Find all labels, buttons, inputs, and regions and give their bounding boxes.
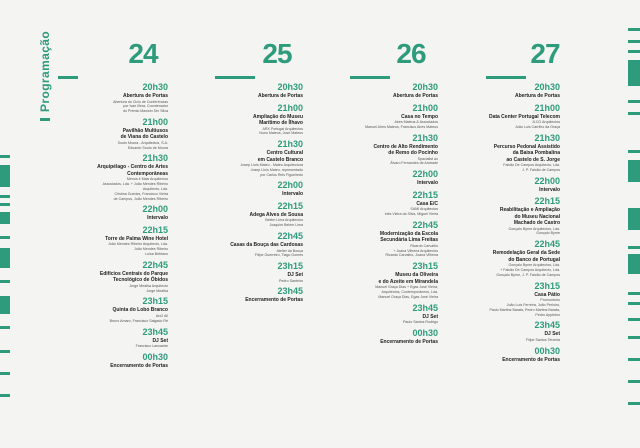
schedule-event <box>193 201 303 228</box>
event-time: 21h00 <box>412 102 438 113</box>
schedule-event <box>450 103 560 130</box>
event-time: 22h00 <box>277 180 303 191</box>
event-credit: Bruno Amaro, Francisco Salgado Ré <box>109 318 168 323</box>
event-title: de Remo do Pocinho <box>388 150 438 157</box>
event-credit: Belém Lima Arquitectos <box>265 218 303 223</box>
event-title: de Viana do Castelo <box>120 134 168 141</box>
event-credit: Álvaro Fernandes de Andrade <box>390 161 438 166</box>
event-title: Adega Alves de Sousa <box>249 211 303 218</box>
event-title: Abertura de Portas <box>122 93 168 99</box>
decor-bar <box>628 100 640 103</box>
schedule-event <box>58 327 168 349</box>
event-time: 20h30 <box>142 82 168 92</box>
event-time: 00h30 <box>534 345 560 356</box>
day-header-25 <box>222 40 332 68</box>
event-time: 23h45 <box>412 302 438 313</box>
event-credit: + Joana Vilhena Arquitectos <box>393 248 438 253</box>
schedule-event <box>328 103 438 130</box>
schedule-event <box>193 286 303 304</box>
header-rule <box>486 76 526 79</box>
schedule-event <box>328 82 438 100</box>
event-credit: Arx2 All <box>155 313 168 318</box>
decor-bar <box>0 195 10 198</box>
event-title: Pavilhão Multiusos <box>122 127 168 134</box>
event-credit: Josep Lluís Mateo, representado <box>250 167 303 172</box>
event-credit: Arquitectos, Contemporâneos, Lda. <box>381 289 438 294</box>
event-credit: JLCG Arquitectos <box>532 120 560 124</box>
event-credit: Joaquim Belém Lima <box>269 223 303 228</box>
day-header-24 <box>88 40 198 68</box>
day-number: 25 <box>262 38 292 69</box>
event-title: e do Azeite em Mirandela <box>378 278 438 285</box>
schedule-event <box>328 133 438 167</box>
event-time: 22h45 <box>412 219 438 230</box>
schedule-event <box>58 117 168 151</box>
event-credit: Paulo Martins Barata, Pedro Martins Barata, <box>489 307 560 312</box>
event-time: 20h30 <box>412 82 438 92</box>
sidebar-title: Programação <box>38 30 52 112</box>
day-column-27 <box>450 82 560 366</box>
decor-bar <box>628 380 640 383</box>
event-credit: Jorge Mealha <box>146 288 168 293</box>
event-title: Machado de Castro <box>513 220 560 227</box>
event-credit: Inês Vieira da Silva, Miguel Vieira <box>384 211 438 216</box>
event-title: Intervalo <box>417 180 438 187</box>
event-title: Edifícios Centrais do Parque <box>99 270 168 277</box>
event-credit: J. P. Falcão de Campos <box>522 167 560 172</box>
day-number: 26 <box>396 38 426 69</box>
decor-bar <box>0 394 10 397</box>
decor-bar <box>628 150 640 153</box>
event-credit: João Mendes Ribeiro <box>134 247 168 252</box>
event-credit: ARX Portugal Arquitectos <box>262 126 303 131</box>
event-credit: João Luís Ferreira, João Perloiro, <box>506 302 560 307</box>
event-credit: por Carlos Reis Figueiredo <box>260 172 303 177</box>
day-column-25 <box>193 82 303 307</box>
event-title: Tecnológico de Óbidos <box>113 277 168 284</box>
event-title: Marítimo de Ílhavo <box>259 120 303 126</box>
decor-bar <box>628 28 640 31</box>
decor-bar <box>0 372 10 375</box>
event-time: 21h30 <box>277 139 303 150</box>
schedule-event <box>328 303 438 325</box>
event-title: Data Center Portugal Telecom <box>488 113 560 120</box>
event-time: 23h15 <box>277 261 303 272</box>
event-title: em Castelo Branco <box>257 156 303 163</box>
schedule-event <box>58 296 168 323</box>
event-title: Encerramento de Portas <box>380 338 438 345</box>
event-credit: Pedro Appleton <box>535 312 560 317</box>
schedule-event <box>193 231 303 258</box>
event-time: 22h00 <box>142 204 168 215</box>
event-title: Arquipélago - Centro de Artes <box>97 164 168 171</box>
schedule-event <box>58 82 168 114</box>
event-time: 22h00 <box>534 175 560 186</box>
event-credit: Eduardo Souto de Moura <box>127 145 168 150</box>
schedule-event <box>450 82 560 100</box>
schedule-event <box>328 190 438 217</box>
event-title: do Banco de Portugal <box>508 256 560 263</box>
event-time: 23h15 <box>412 261 438 272</box>
event-credit: Pedro Santeiro <box>279 278 303 283</box>
event-credit: do Prémio Maxwin Ser Silva <box>123 109 168 114</box>
event-title: Remodelação Geral da Sede <box>492 250 560 257</box>
day-number: 27 <box>530 38 560 69</box>
event-time: 20h30 <box>277 82 303 92</box>
schedule-event <box>450 239 560 277</box>
day-header-27 <box>490 40 600 68</box>
decor-bar <box>628 112 640 115</box>
event-time: 21h30 <box>142 153 168 164</box>
event-time: 21h00 <box>142 116 168 127</box>
decor-bar <box>628 302 640 305</box>
event-title: Torre de Palma Wine Hotel <box>105 235 168 242</box>
schedule-event <box>328 328 438 346</box>
decor-square <box>628 60 640 86</box>
decor-bar <box>0 203 10 206</box>
decor-bar <box>0 155 10 158</box>
event-credit: Spacialist ao <box>417 156 438 161</box>
event-credit: Associados, Lda. + João Mendes Ribeiro <box>102 182 168 187</box>
event-credit: + Falcão De Campos Arquitecto, Lda. <box>500 268 560 273</box>
event-title: DJ Set <box>287 272 303 279</box>
decor-bar <box>628 336 640 339</box>
schedule-event <box>193 82 303 100</box>
event-time: 00h30 <box>412 327 438 338</box>
event-title: Casa E/C <box>416 200 438 207</box>
event-credit: Manuel Aires Mateus, Francisco Aires Mateus <box>365 124 438 129</box>
header-rule <box>58 76 78 79</box>
event-title: ao Castelo de S. Jorge <box>506 156 560 163</box>
event-title: Percurso Pedonal Assistido <box>493 143 560 150</box>
event-credit: Jorge Mealha Arquitecto <box>129 283 168 288</box>
event-time: 22h15 <box>412 189 438 200</box>
event-credit: Arquitecto, Lda. <box>142 187 168 192</box>
event-credit: Ricardo Carvalho, Joana Vilhena <box>385 253 438 258</box>
event-credit: Paulo Santos Rodrigo <box>403 320 438 325</box>
event-credit: Filipe Guerreiro, Tiago Gomes <box>254 253 303 258</box>
event-credit: Luísa Bebiano <box>145 252 168 257</box>
header-rule <box>350 76 390 79</box>
event-credit: Falcão De Campos Arquitecto, Lda. <box>503 163 560 168</box>
event-time: 00h30 <box>142 351 168 362</box>
decor-bar <box>628 318 640 321</box>
event-credit: Atelier da Bouça <box>276 248 303 253</box>
event-title: do Museu Nacional <box>514 213 560 220</box>
event-credit: Filipe Santos Teixeira <box>525 337 560 342</box>
event-title: DJ Set <box>422 313 438 320</box>
event-credit: Souto Moura - Arquitectos, S.A. <box>117 140 168 145</box>
event-credit: Gonçalo Byrne Arquitectos, Lda. <box>508 263 560 268</box>
schedule-event <box>328 261 438 299</box>
event-credit: João Luís Carrilho da Graça <box>515 124 560 129</box>
decor-bar <box>40 118 50 121</box>
event-credit: Josep Lluís Mateo - Mateo Arquitectura <box>240 163 303 168</box>
event-credit: Cristina Guedes, Francisco Vieira <box>114 191 168 196</box>
event-time: 21h30 <box>412 132 438 143</box>
event-time: 23h45 <box>142 326 168 337</box>
event-title: Intervalo <box>539 186 560 193</box>
event-title: Encerramento de Portas <box>245 297 303 304</box>
event-title: Encerramento de Portas <box>502 356 560 363</box>
schedule-event <box>58 204 168 222</box>
decor-square <box>628 254 640 274</box>
event-title: Abertura de Portas <box>514 93 560 99</box>
schedule-event <box>328 169 438 187</box>
schedule-event <box>450 176 560 194</box>
event-title: Modernização da Escola <box>379 230 438 237</box>
event-credit: por Ivan Illera, Coordenador <box>123 104 168 109</box>
decor-bar <box>628 246 640 249</box>
event-time: 22h45 <box>534 239 560 250</box>
event-time: 22h45 <box>277 231 303 242</box>
decor-square <box>0 296 10 314</box>
event-time: 21h00 <box>277 102 303 113</box>
event-title: Centro de Alto Rendimento <box>373 143 438 150</box>
day-header-26 <box>356 40 466 68</box>
event-time: 20h30 <box>534 82 560 92</box>
event-credit: João Mendes Ribeiro Arquitecto, Lda. <box>108 242 168 247</box>
decor-bar <box>628 50 640 53</box>
event-time: 21h30 <box>534 132 560 143</box>
decor-bar <box>0 280 10 283</box>
event-title: Museu da Oliveira <box>395 272 438 279</box>
event-title: Ampliação do Museu <box>252 113 303 120</box>
decor-square <box>628 160 640 182</box>
decor-bar <box>628 40 640 43</box>
schedule-event <box>58 225 168 257</box>
event-time: 23h15 <box>142 296 168 307</box>
decor-bar <box>628 358 640 361</box>
event-title: da Baixa Pombalina <box>512 150 560 157</box>
event-time: 22h15 <box>142 224 168 235</box>
event-title: Casas da Bouça das Cardosas <box>230 242 303 249</box>
header-rule <box>215 76 255 79</box>
event-credit: Francisco Lancastre <box>135 344 168 349</box>
event-credit: de Campos, João Mendes Ribeiro <box>113 196 168 201</box>
decor-bar <box>0 236 10 239</box>
event-credit: SAMI Arquitectos <box>410 207 438 212</box>
event-time: 23h45 <box>277 286 303 297</box>
day-column-24 <box>58 82 168 372</box>
event-title: Casa Pátio <box>534 291 560 298</box>
event-title: Contemporâneas <box>127 170 168 177</box>
event-credit: Gonçalo Byrne <box>536 231 560 236</box>
schedule-event <box>450 196 560 236</box>
schedule-event <box>450 133 560 173</box>
day-number: 24 <box>128 38 158 69</box>
schedule-event <box>58 352 168 370</box>
event-time: 22h15 <box>534 196 560 207</box>
event-title: Intervalo <box>282 191 303 198</box>
decor-bar <box>628 402 640 405</box>
schedule-event <box>58 153 168 201</box>
event-time: 23h15 <box>534 280 560 291</box>
event-time: 22h45 <box>142 259 168 270</box>
schedule-event <box>193 139 303 177</box>
event-title: Intervalo <box>147 215 168 222</box>
decor-square <box>628 208 640 230</box>
schedule-event <box>193 103 303 137</box>
day-column-26 <box>328 82 438 348</box>
schedule-event <box>193 261 303 283</box>
event-time: 21h00 <box>534 102 560 113</box>
decor-square <box>0 248 10 268</box>
event-title: Quinta do Lobo Branco <box>112 307 168 314</box>
schedule-event <box>450 281 560 318</box>
event-time: 22h15 <box>277 200 303 211</box>
schedule-event <box>328 220 438 258</box>
event-title: DJ Set <box>152 337 168 344</box>
event-title: Secundária Lima Freitas <box>380 237 438 244</box>
event-title: Reabilitação e Ampliação <box>499 207 560 214</box>
decor-bar <box>0 326 10 329</box>
event-title: Casa no Tempo <box>401 113 438 120</box>
schedule-event <box>450 320 560 342</box>
event-time: 22h00 <box>412 169 438 180</box>
event-title: Centro Cultural <box>266 150 303 157</box>
event-credit: Gonçalo Byrne, J. P. Falcão de Campos <box>496 272 560 277</box>
event-credit: Gonçalo Byrne Arquitectos, Lda. <box>508 226 560 231</box>
schedule-event <box>58 260 168 294</box>
event-credit: Menos é Mais Arquitectos <box>126 177 168 182</box>
event-credit: Aires Mateus & Associados <box>394 120 438 124</box>
event-title: Abertura de Portas <box>257 93 303 99</box>
schedule-event <box>193 180 303 198</box>
decor-bar <box>0 350 10 353</box>
event-title: Encerramento de Portas <box>110 362 168 369</box>
schedule-event <box>450 346 560 364</box>
event-credit: Nuno Mateus, José Mateus <box>259 131 303 136</box>
event-title: Abertura de Portas <box>392 93 438 99</box>
event-time: 23h45 <box>534 320 560 331</box>
event-credit: Manuel Graça Dias, Egas José Vieira <box>378 294 438 299</box>
event-title: DJ Set <box>544 331 560 338</box>
event-credit: Ricardo Carvalho <box>410 243 438 248</box>
event-credit: Abertura do Ciclo de Conferências <box>113 99 168 104</box>
event-credit: Manuel Graça Dias + Egas José Vieira, <box>375 285 438 290</box>
decor-bar <box>628 292 640 295</box>
decor-square <box>0 212 10 224</box>
event-credit: Promontório <box>540 298 560 303</box>
decor-square <box>0 165 10 187</box>
